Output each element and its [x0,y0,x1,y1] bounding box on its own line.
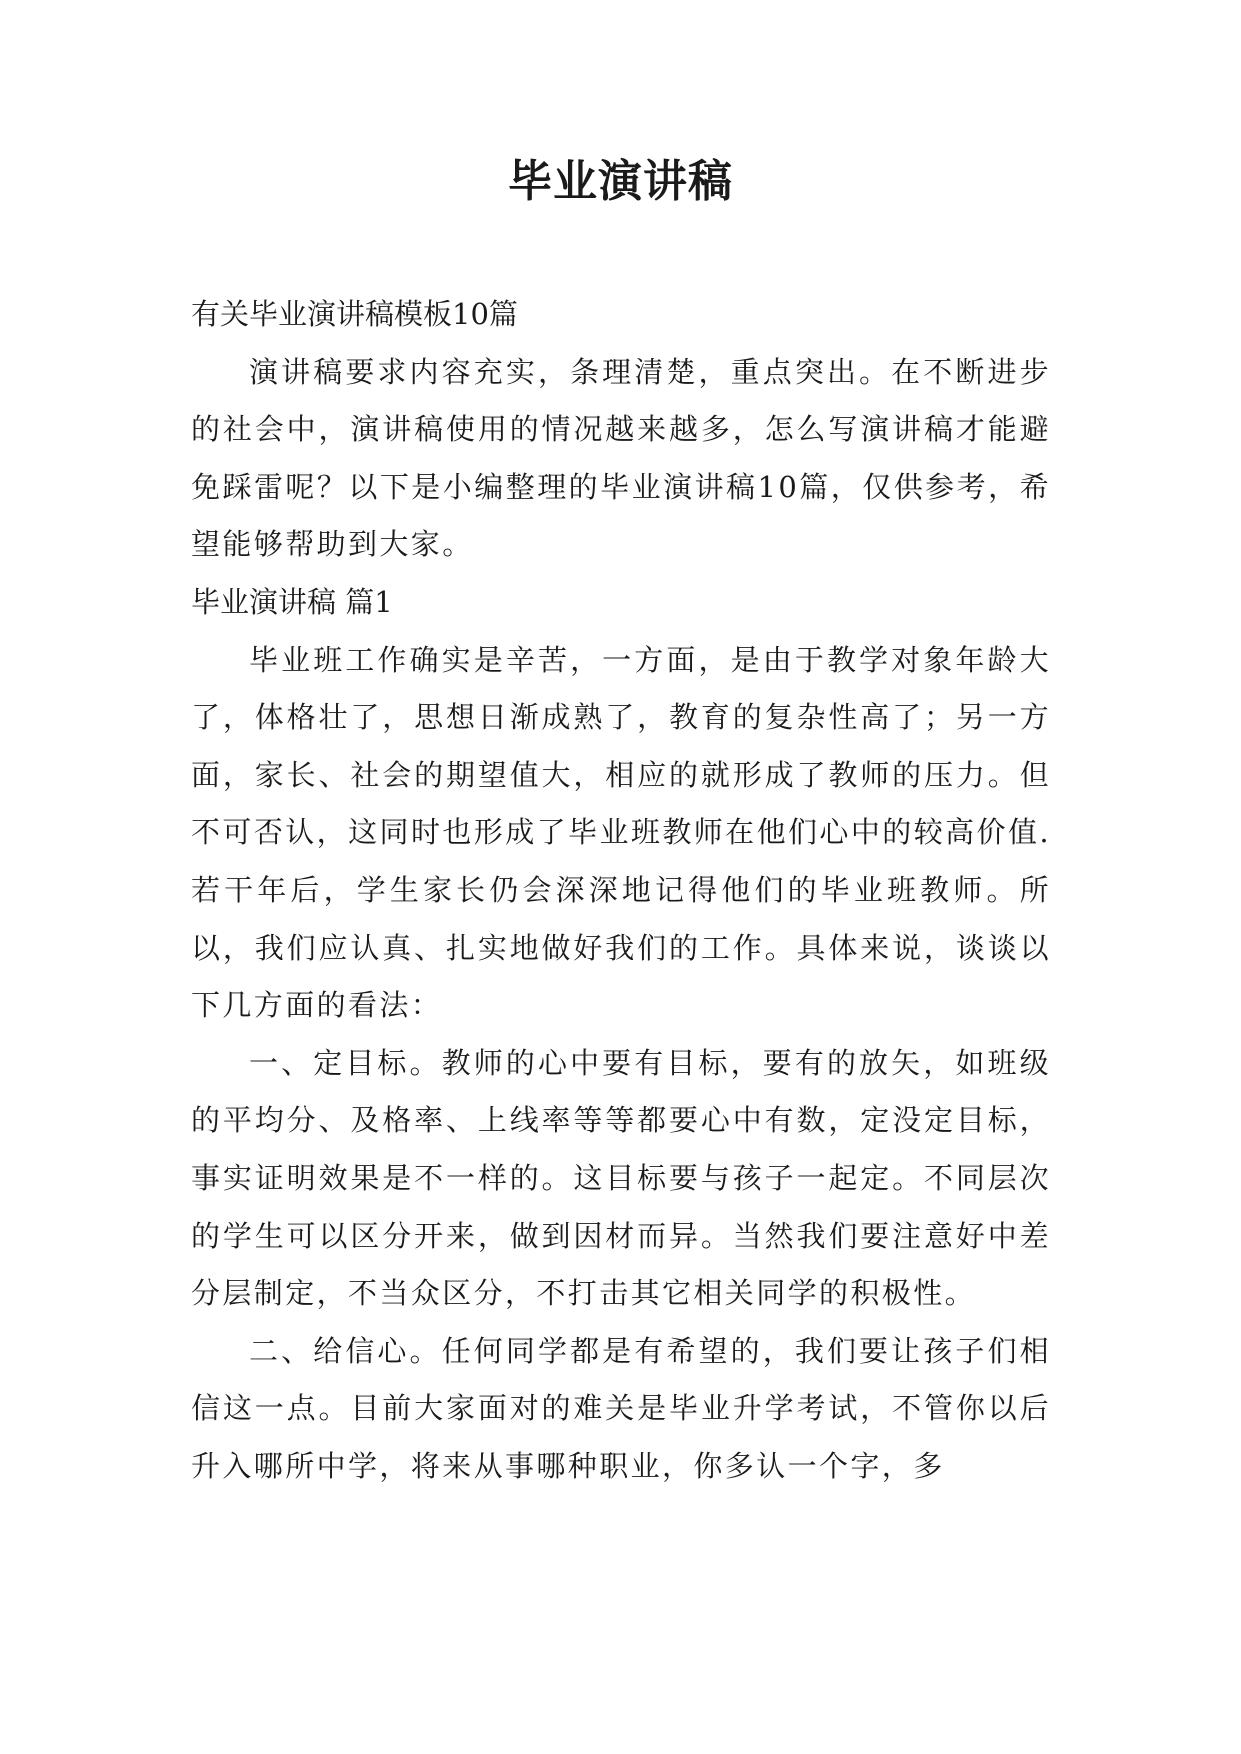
intro-paragraph: 演讲稿要求内容充实，条理清楚，重点突出。在不断进步的社会中，演讲稿使用的情况越来越多，怎么写演讲稿才能避免踩雷呢？以下是小编整理的毕业演讲稿10篇，仅供参考，希望能够帮助到大家。 [191,354,1051,562]
document-subtitle: 有关毕业演讲稿模板10篇 [191,297,518,331]
body-paragraph-3: 二、给信心。任何同学都是有希望的，我们要让孩子们相信这一点。目前大家面对的难关是毕业升学考试，不管你以后升入哪所中学，将来从事哪种职业，你多认一个字，多 [191,1333,1051,1483]
section-heading: 毕业演讲稿 篇1 [191,584,393,619]
document-title: 毕业演讲稿 [508,156,733,207]
body-paragraph-2: 一、定目标。教师的心中要有目标，要有的放矢，如班级的平均分、及格率、上线率等等都要心中有数，定没定目标，事实证明效果是不一样的。这目标要与孩子一起定。不同层次的学生可以区分开来，做到因材而异。当然我们要注意好中差分层制定，不当众区分，不打击其它相关同学的积极性。 [191,1045,1051,1311]
body-paragraph-1: 毕业班工作确实是辛苦，一方面，是由于教学对象年龄大了，体格壮了，思想日渐成熟了，教育的复杂性高了；另一方面，家长、社会的期望值大，相应的就形成了教师的压力。但不可否认，这同时也形成了毕业班教师在他们心中的较高价值.若干年后，学生家长仍会深深地记得他们的毕业班教师。所以，我们应认真、扎实地做好我们的工作。具体来说，谈谈以下几方面的看法： [191,642,1051,1023]
document-body [191,286,1051,1495]
